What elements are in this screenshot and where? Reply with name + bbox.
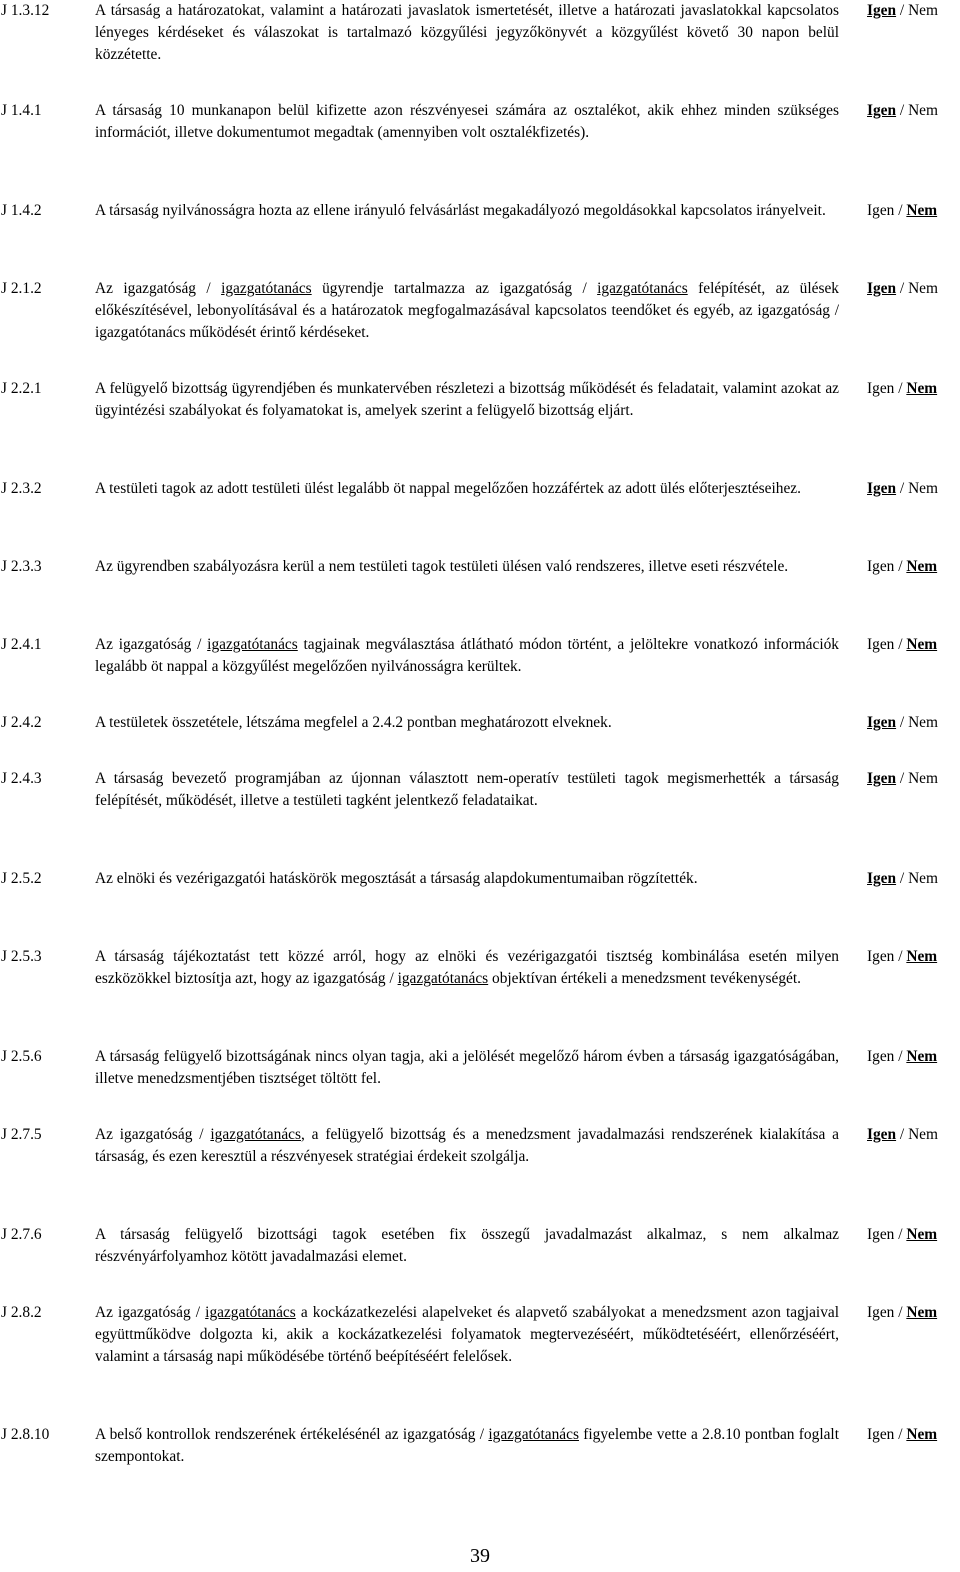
criterion-code: J 2.3.3 [1, 558, 42, 575]
criterion-code: J 2.5.3 [1, 948, 42, 965]
answer-yes: Igen [867, 1226, 895, 1243]
answer-no: Nem [908, 1126, 938, 1143]
answer-separator: / [894, 558, 907, 575]
criterion-text-segment: a kockázatkezelési alapelveket és alapvető szabályokat a menedzsment azon tagjaival együttműködve dolgozta ki, akik a kockázatkezelési folyamatok megtervezéséért, működtetéséért, ellenőrzéséért, valamint a társaság napi működésébe történő beépítéséért felelősek. [95, 1304, 839, 1365]
answer-separator: / [894, 1426, 907, 1443]
answer-yes: Igen [867, 870, 897, 887]
answer-yes: Igen [867, 948, 895, 965]
criterion-text: A társaság nyilvánosságra hozta az ellene irányuló felvásárlást megakadályozó megoldásokkal kapcsolatos irányelveit. [95, 202, 826, 219]
answer-yes: Igen [867, 1426, 895, 1443]
answer-options [867, 100, 938, 122]
criterion-text [95, 1424, 839, 1468]
answer-no: Nem [908, 870, 938, 887]
criterion-code: J 2.4.3 [1, 770, 42, 787]
answer-yes: Igen [867, 1048, 895, 1065]
answer-yes: Igen [867, 770, 897, 787]
answer-options [867, 200, 937, 222]
answer-no: Nem [906, 1304, 938, 1321]
answer-no: Nem [906, 948, 938, 965]
criterion-text-segment: felépítését, az ülések előkészítésével, lebonyolításával és a határozatok megfogalmazásával kapcsolatos teendőket és egyéb, az igazgatóság / igazgatótanács működését érintő kérdéseket. [95, 280, 839, 341]
criterion-text-segment: figyelembe vette a 2.8.10 pontban foglalt szempontokat. [95, 1426, 839, 1465]
answer-no: Nem [908, 714, 938, 731]
answer-separator: / [894, 636, 907, 653]
underlined-term: igazgatótanács [221, 280, 312, 297]
answer-separator: / [896, 870, 909, 887]
criterion-text-segment: A belső kontrollok rendszerének értékelésénél az igazgatóság / [95, 1426, 489, 1443]
answer-options [867, 478, 938, 500]
answer-separator: / [894, 380, 907, 397]
answer-no: Nem [906, 1048, 938, 1065]
answer-yes: Igen [867, 480, 897, 497]
answer-yes: Igen [867, 280, 897, 297]
criterion-text-segment: tagjainak megválasztása átlátható módon történt, a jelöltekre vonatkozó információk legalább öt nappal a közgyűlést megelőzően nyilvánosságra kerültek. [95, 636, 839, 675]
answer-no: Nem [908, 102, 938, 119]
criterion-code: J 2.4.1 [1, 636, 42, 653]
criterion-code: J 2.5.6 [1, 1048, 42, 1065]
criterion-code: J 2.7.5 [1, 1126, 42, 1143]
answer-separator: / [894, 202, 907, 219]
criterion-text [95, 1302, 839, 1368]
criterion-code: J 2.4.2 [1, 714, 42, 731]
underlined-term: igazgatótanács [205, 1304, 296, 1321]
answer-separator: / [894, 1304, 907, 1321]
criterion-code: J 2.7.6 [1, 1226, 42, 1243]
criterion-text: A felügyelő bizottság ügyrendjében és munkatervében részletezi a bizottság működését és feladatait, valamint azokat az ügyintézési szabályokat és folyamatokat is, amelyek szerint a felügyelő bizottság eljárt. [95, 380, 839, 419]
answer-options [867, 634, 937, 656]
answer-separator: / [894, 1048, 907, 1065]
criterion-code: J 2.8.10 [1, 1426, 50, 1443]
answer-options [867, 1046, 937, 1068]
criterion-text [95, 946, 839, 990]
underlined-term: igazgatótanács [207, 636, 298, 653]
criterion-text-segment: Az igazgatóság / [95, 636, 208, 653]
criterion-text: Az ügyrendben szabályozásra kerül a nem testületi tagok testületi ülésen való rendszeres, illetve eseti részvétele. [95, 558, 789, 575]
answer-options [867, 1424, 937, 1446]
answer-yes: Igen [867, 714, 897, 731]
criterion-code: J 1.4.1 [1, 102, 42, 119]
criterion-text-segment: Az igazgatóság / [95, 280, 222, 297]
answer-separator: / [896, 770, 909, 787]
answer-options [867, 378, 937, 400]
answer-options [867, 712, 938, 734]
answer-separator: / [896, 480, 909, 497]
criterion-text: A társaság felügyelő bizottságának nincs olyan tagja, aki a jelölését megelőző három évben a társaság igazgatóságában, illetve menedzsmentjében tisztséget töltött fel. [95, 1048, 839, 1087]
answer-no: Nem [908, 770, 938, 787]
answer-no: Nem [908, 2, 938, 19]
criterion-text-segment: Az igazgatóság / [95, 1126, 211, 1143]
answer-no: Nem [906, 380, 938, 397]
answer-options [867, 1224, 937, 1246]
answer-no: Nem [906, 636, 938, 653]
criterion-text: A társaság felügyelő bizottsági tagok esetében fix összegű javadalmazást alkalmaz, s nem alkalmaz részvényárfolyamhoz kötött javadalmazási elemet. [95, 1226, 839, 1265]
answer-options [867, 1124, 938, 1146]
criterion-text-segment: objektívan értékeli a menedzsment tevékenységét. [488, 970, 801, 987]
answer-separator: / [894, 948, 907, 965]
answer-no: Nem [908, 280, 938, 297]
answer-yes: Igen [867, 202, 895, 219]
answer-yes: Igen [867, 102, 897, 119]
answer-yes: Igen [867, 380, 895, 397]
criterion-text: A társaság 10 munkanapon belül kifizette azon részvényesei számára az osztalékot, akik ehhez minden szükséges információt, illetve dokumentumot megadtak (amennyiben volt osztalékfizetés). [95, 102, 839, 141]
answer-options [867, 278, 938, 300]
underlined-term: igazgatótanács [397, 970, 489, 987]
answer-no: Nem [908, 480, 938, 497]
criterion-text [95, 634, 839, 678]
criterion-text: A testületek összetétele, létszáma megfelel a 2.4.2 pontban meghatározott elveknek. [95, 714, 612, 731]
answer-separator: / [896, 1126, 909, 1143]
answer-options [867, 1302, 937, 1324]
answer-separator: / [896, 2, 909, 19]
criterion-text-segment: , a felügyelő bizottság és a menedzsment javadalmazási rendszerének kialakítása a társaság, és ezen keresztül a részvényesek stratégiai érdekeit szolgálja. [95, 1126, 839, 1165]
criterion-text [95, 1124, 839, 1168]
answer-yes: Igen [867, 1126, 897, 1143]
answer-no: Nem [906, 1226, 938, 1243]
criterion-text: A társaság a határozatokat, valamint a határozati javaslatok ismertetését, illetve a határozati javaslatokkal kapcsolatos lényeges kérdéseket és válaszokat is tartalmazó közgyűlési jegyzőkönyvét a közgyűlést követő 30 napon belül közzétette. [95, 2, 839, 63]
criterion-code: J 2.2.1 [1, 380, 42, 397]
criterion-code: J 2.8.2 [1, 1304, 42, 1321]
criterion-text-segment: ügyrendje tartalmazza az igazgatóság / [311, 280, 598, 297]
criterion-text-segment: A társaság tájékoztatást tett közzé arról, hogy az elnöki és vezérigazgatói tisztség kombinálása esetén milyen eszközökkel biztosítja azt, hogy az igazgatóság / [95, 948, 839, 987]
criterion-text [95, 278, 839, 344]
criterion-code: J 1.4.2 [1, 202, 42, 219]
answer-yes: Igen [867, 558, 895, 575]
answer-yes: Igen [867, 2, 897, 19]
underlined-term: igazgatótanács [210, 1126, 301, 1143]
answer-no: Nem [906, 1426, 938, 1443]
page-number: 39 [470, 1545, 490, 1567]
criterion-text: A társaság bevezető programjában az újonnan választott nem-operatív testületi tagok megismerhették a társaság felépítését, működését, illetve a testületi tagként jelentkező feladataikat. [95, 770, 839, 809]
answer-options [867, 0, 938, 22]
underlined-term: igazgatótanács [597, 280, 688, 297]
answer-options [867, 556, 937, 578]
criterion-text: Az elnöki és vezérigazgatói hatáskörök megosztását a társaság alapdokumentumaiban rögzítették. [95, 870, 698, 887]
answer-separator: / [896, 280, 909, 297]
answer-yes: Igen [867, 636, 895, 653]
answer-no: Nem [906, 202, 938, 219]
criterion-text-segment: Az igazgatóság / [95, 1304, 206, 1321]
answer-yes: Igen [867, 1304, 895, 1321]
answer-separator: / [896, 102, 909, 119]
answer-options [867, 868, 938, 890]
answer-options [867, 946, 937, 968]
answer-options [867, 768, 938, 790]
answer-separator: / [896, 714, 909, 731]
criterion-code: J 2.5.2 [1, 870, 42, 887]
underlined-term: igazgatótanács [488, 1426, 579, 1443]
criterion-text: A testületi tagok az adott testületi ülést legalább öt nappal megelőzően hozzáfértek az adott ülés előterjesztéseihez. [95, 480, 801, 497]
criterion-code: J 1.3.12 [1, 2, 50, 19]
answer-no: Nem [906, 558, 938, 575]
answer-separator: / [894, 1226, 907, 1243]
criterion-code: J 2.1.2 [1, 280, 42, 297]
criterion-code: J 2.3.2 [1, 480, 42, 497]
